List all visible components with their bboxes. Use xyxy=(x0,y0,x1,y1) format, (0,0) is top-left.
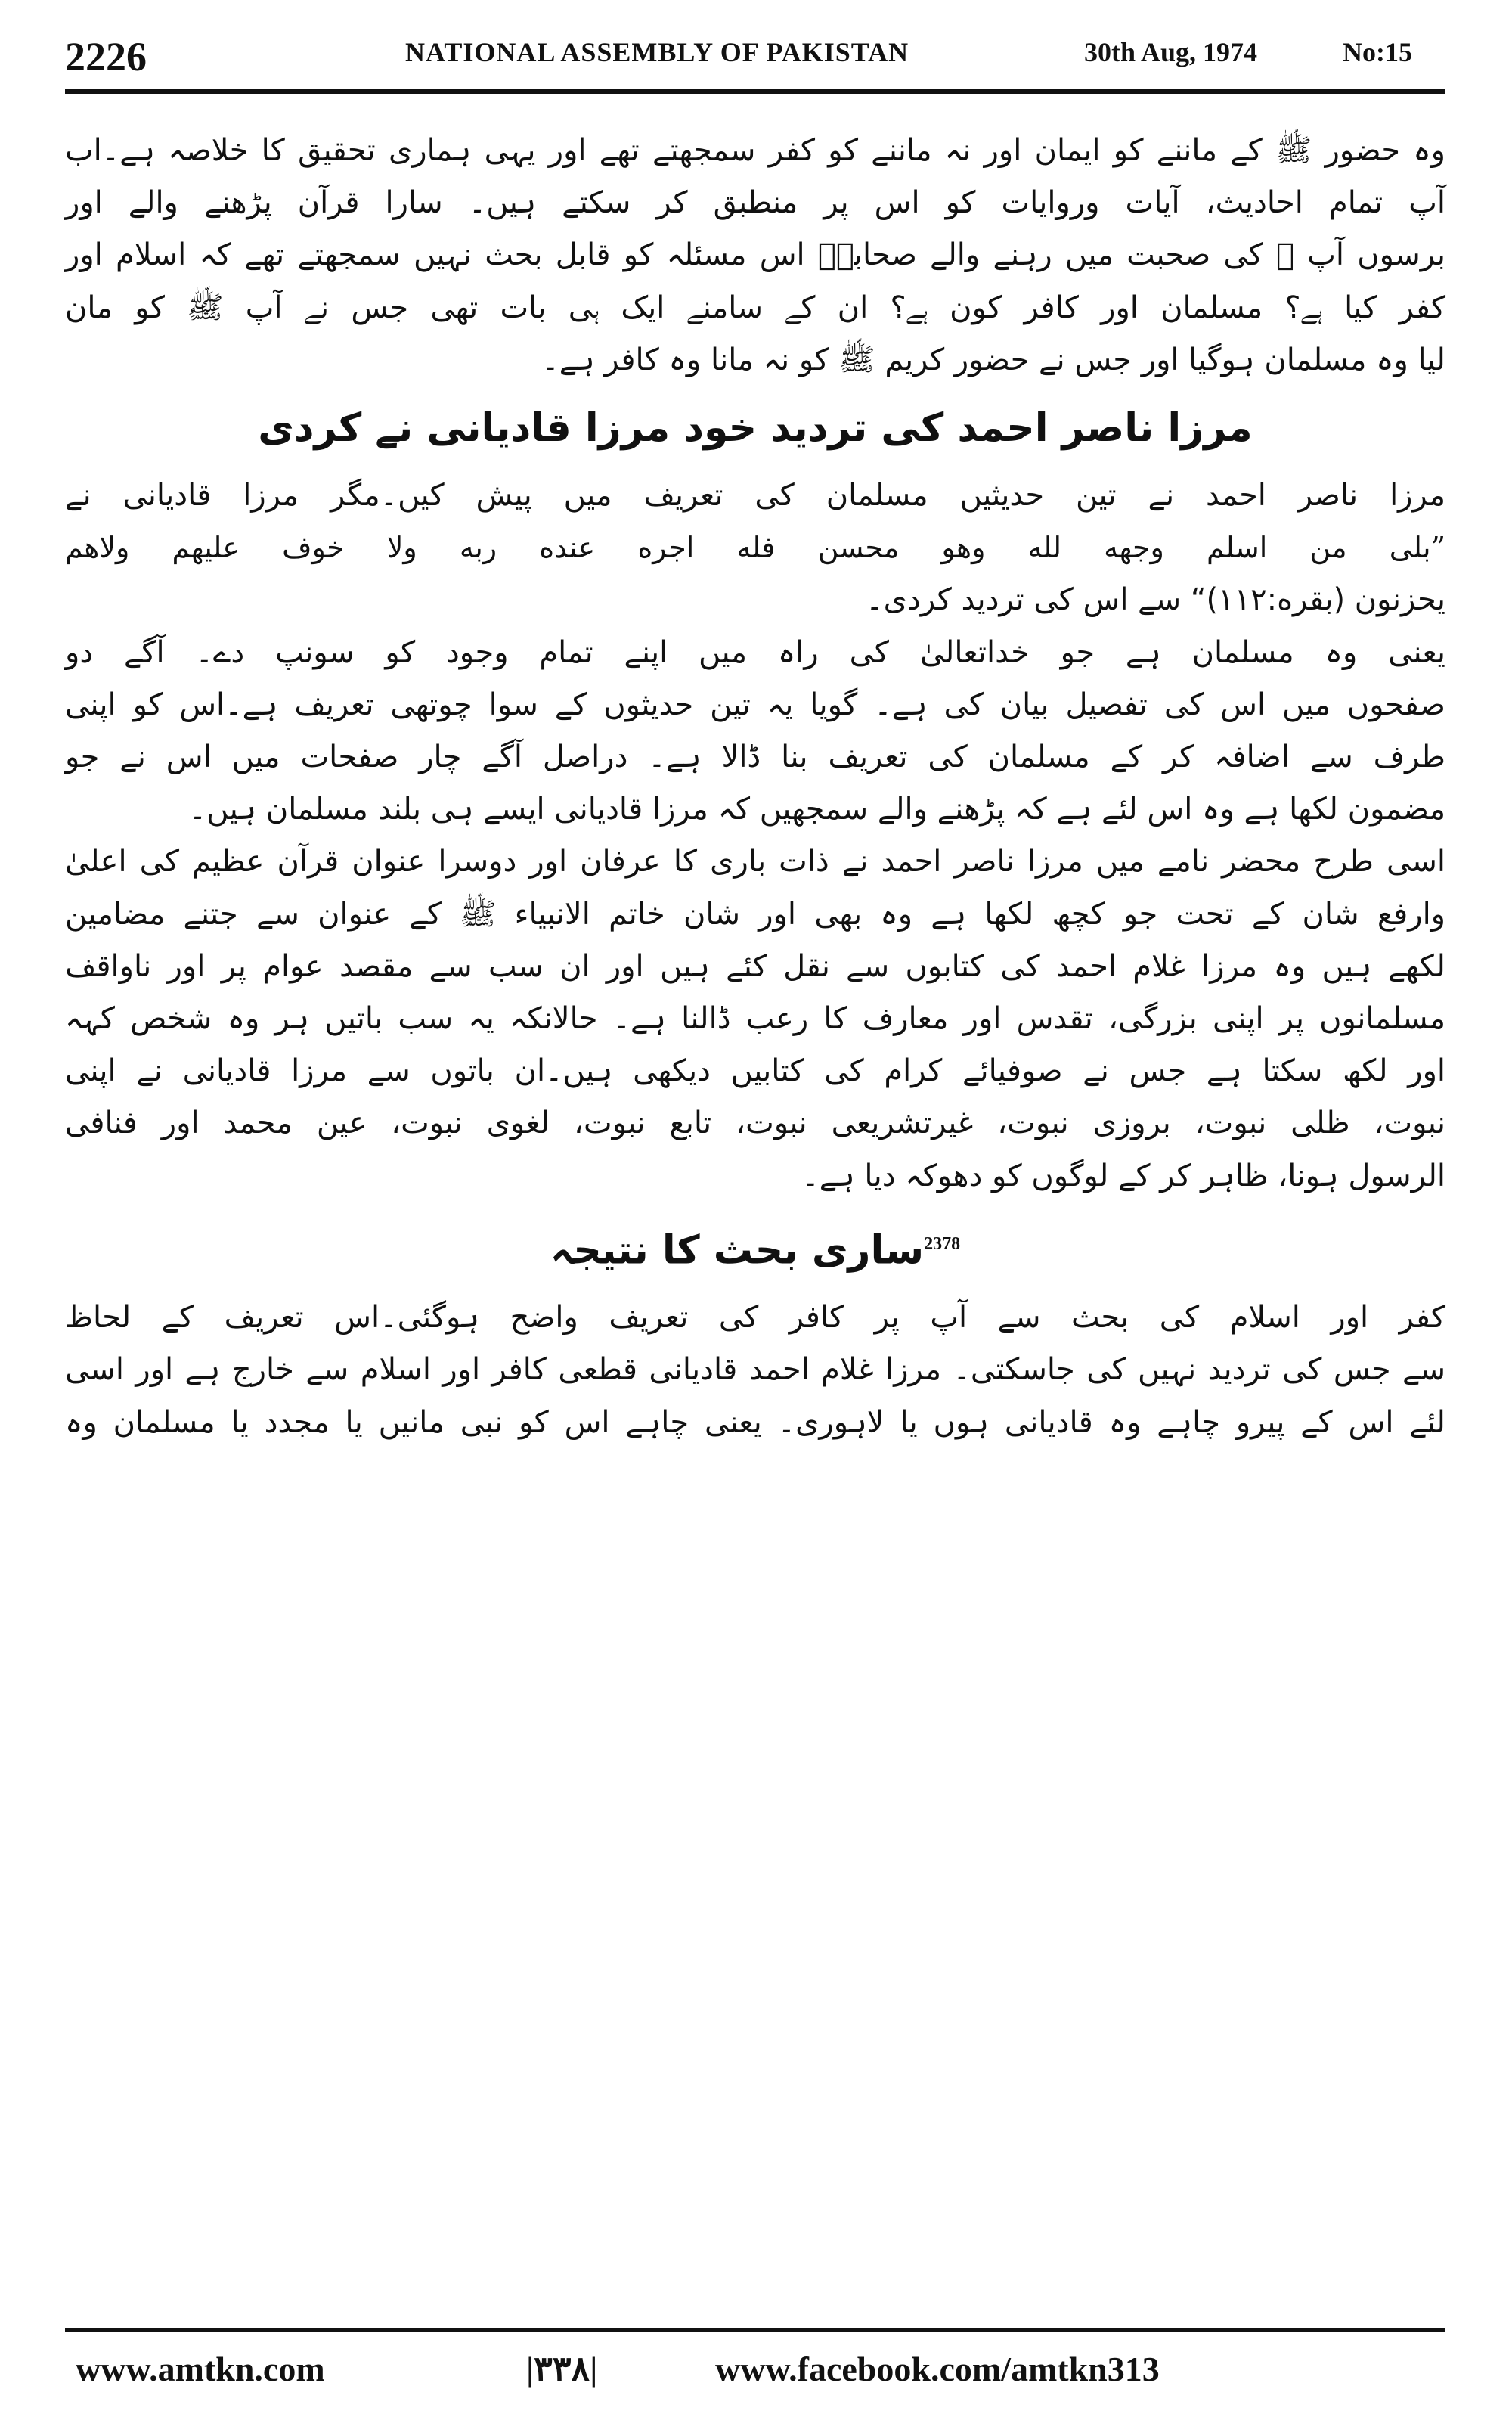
paragraph-3-quran-quote xyxy=(65,522,1445,626)
text-line: اسی طرح محضر نامے میں مرزا ناصر احمد نے ذات باری کا عرفان اور دوسرا عنوان قرآن عظیم کی اعلیٰ xyxy=(65,844,1445,880)
document-body xyxy=(65,125,1445,1449)
text-line: وارفع شان کے تحت جو کچھ لکھا ہے وہ بھی اور شان خاتم الانبیاء ﷺ کے عنوان سے جتنے مضامین xyxy=(65,896,1445,932)
page-number: 2226 xyxy=(65,34,147,79)
text-line: لکھے ہیں وہ مرزا غلام احمد کی کتابوں سے نقل کئے ہیں اور ان سب سے مقصد عوام پر اور ناواقف xyxy=(65,948,1445,984)
section-heading-conclusion xyxy=(65,1202,1445,1292)
section-heading-refutation: مرزا ناصر احمد کی تردید خود مرزا قادیانی نے کردی xyxy=(258,405,1253,451)
text-line: لیا وہ مسلمان ہوگیا اور جس نے حضور کریم ﷺ کو نہ مانا وہ کافر ہے۔ xyxy=(541,342,1445,377)
header-rule xyxy=(65,89,1445,94)
page-header xyxy=(65,30,1445,83)
text-line: کفر کیا ہے؟ مسلمان اور کافر کون ہے؟ ان کے سامنے ایک ہی بات تھی جس نے آپ ﷺ کو مان xyxy=(65,290,1445,325)
paragraph-2 xyxy=(65,470,1445,522)
quran-verse-line: ”بلی من اسلم وجهه لله وهو محسن فله اجره عنده ربه ولا خوف عليهم ولاهم xyxy=(65,531,1445,565)
text-line: سے جس کی تردید نہیں کی جاسکتی۔ مرزا غلام احمد قادیانی قطعی کافر اور اسلام سے خارج ہے اور اسی xyxy=(65,1352,1445,1388)
paragraph-5 xyxy=(65,836,1445,1202)
footer-website-link[interactable]: www.amtkn.com xyxy=(76,2350,325,2388)
text-line: صفحوں میں اس کی تفصیل بیان کی ہے۔ گویا یہ تین حدیثوں کے سوا چوتھی تعریف ہے۔اس کو اپنی xyxy=(65,687,1445,722)
footer-facebook-link[interactable]: www.facebook.com/amtkn313 xyxy=(715,2350,1160,2388)
paragraph-6 xyxy=(65,1292,1445,1449)
header-date: 30th Aug, 1974 xyxy=(1084,37,1258,67)
text-line: مسلمانوں پر اپنی بزرگی، تقدس اور معارف کا رعب ڈالنا ہے۔ حالانکہ یہ سب باتیں ہر وہ شخص کہہ xyxy=(65,1001,1445,1037)
footer-rule xyxy=(65,2328,1445,2332)
header-issue-number: No:15 xyxy=(1343,37,1412,67)
text-line: نبوت، ظلی نبوت، بروزی نبوت، غیرتشریعی نبوت، تابع نبوت، لغوی نبوت، عین محمد اور فنافی xyxy=(65,1106,1445,1141)
text-line: لئے اس کے پیرو چاہے وہ قادیانی ہوں یا لاہوری۔ یعنی چاہے اس کو نبی مانیں یا مجدد یا مسلمان وہ xyxy=(65,1404,1445,1440)
footer-page-number: |۳۳۸| xyxy=(526,2350,598,2388)
page-footer xyxy=(65,2343,1445,2396)
text-line: کفر اور اسلام کی بحث سے آپ پر کافر کی تعریف واضح ہوگئی۔اس تعریف کے لحاظ xyxy=(65,1300,1445,1336)
footnote-reference: 2378 xyxy=(924,1233,961,1254)
text-line: مضمون لکھا ہے وہ اس لئے ہے کہ پڑھنے والے سمجھیں کہ مرزا قادیانی ایسے ہی بلند مسلمان ہیں۔ xyxy=(188,792,1445,827)
text-line: طرف سے اضافہ کر کے مسلمان کی تعریف بنا ڈالا ہے۔ دراصل آگے چار صفحات میں اس نے جو xyxy=(65,740,1445,775)
text-line: الرسول ہونا، ظاہر کر کے لوگوں کو دھوکہ دیا ہے۔ xyxy=(801,1158,1445,1193)
quran-verse-reference-line: يحزنون (بقره:۱۱۲)“ سے اس کی تردید کردی۔ xyxy=(866,582,1445,618)
paragraph-4 xyxy=(65,627,1445,836)
text-line: وہ حضور ﷺ کے ماننے کو ایمان اور نہ ماننے کو کفر سمجھتے تھے اور یہی ہماری تحقیق کا خلاصہ ہے۔اب xyxy=(65,133,1445,168)
text-line: آپ تمام احادیث، آیات وروایات کو اس پر منطبق کر سکتے ہیں۔ سارا قرآن پڑھنے والے اور xyxy=(65,185,1445,221)
header-title: NATIONAL ASSEMBLY OF PAKISTAN xyxy=(405,37,909,67)
text-line: مرزا ناصر احمد نے تین حدیثیں مسلمان کی تعریف میں پیش کیں۔مگر مرزا قادیانی نے xyxy=(65,478,1445,513)
section-heading-conclusion-text: ساری بحث کا نتیجہ xyxy=(550,1227,925,1274)
text-line: اور لکھ سکتا ہے جس نے صوفیائے کرام کی کتابیں دیکھی ہیں۔ان باتوں سے مرزا قادیانی نے اپنی xyxy=(65,1053,1445,1089)
text-line: یعنی وہ مسلمان ہے جو خداتعالیٰ کی راہ میں اپنے تمام وجود کو سونپ دے۔ آگے دو xyxy=(65,634,1445,670)
text-line: برسوں آپ ﷺ کی صحبت میں رہنے والے صحابہؓ اس مسئلہ کو قابل بحث نہیں سمجھتے تھے کہ اسلام اور xyxy=(65,237,1445,273)
paragraph-1 xyxy=(65,125,1445,386)
